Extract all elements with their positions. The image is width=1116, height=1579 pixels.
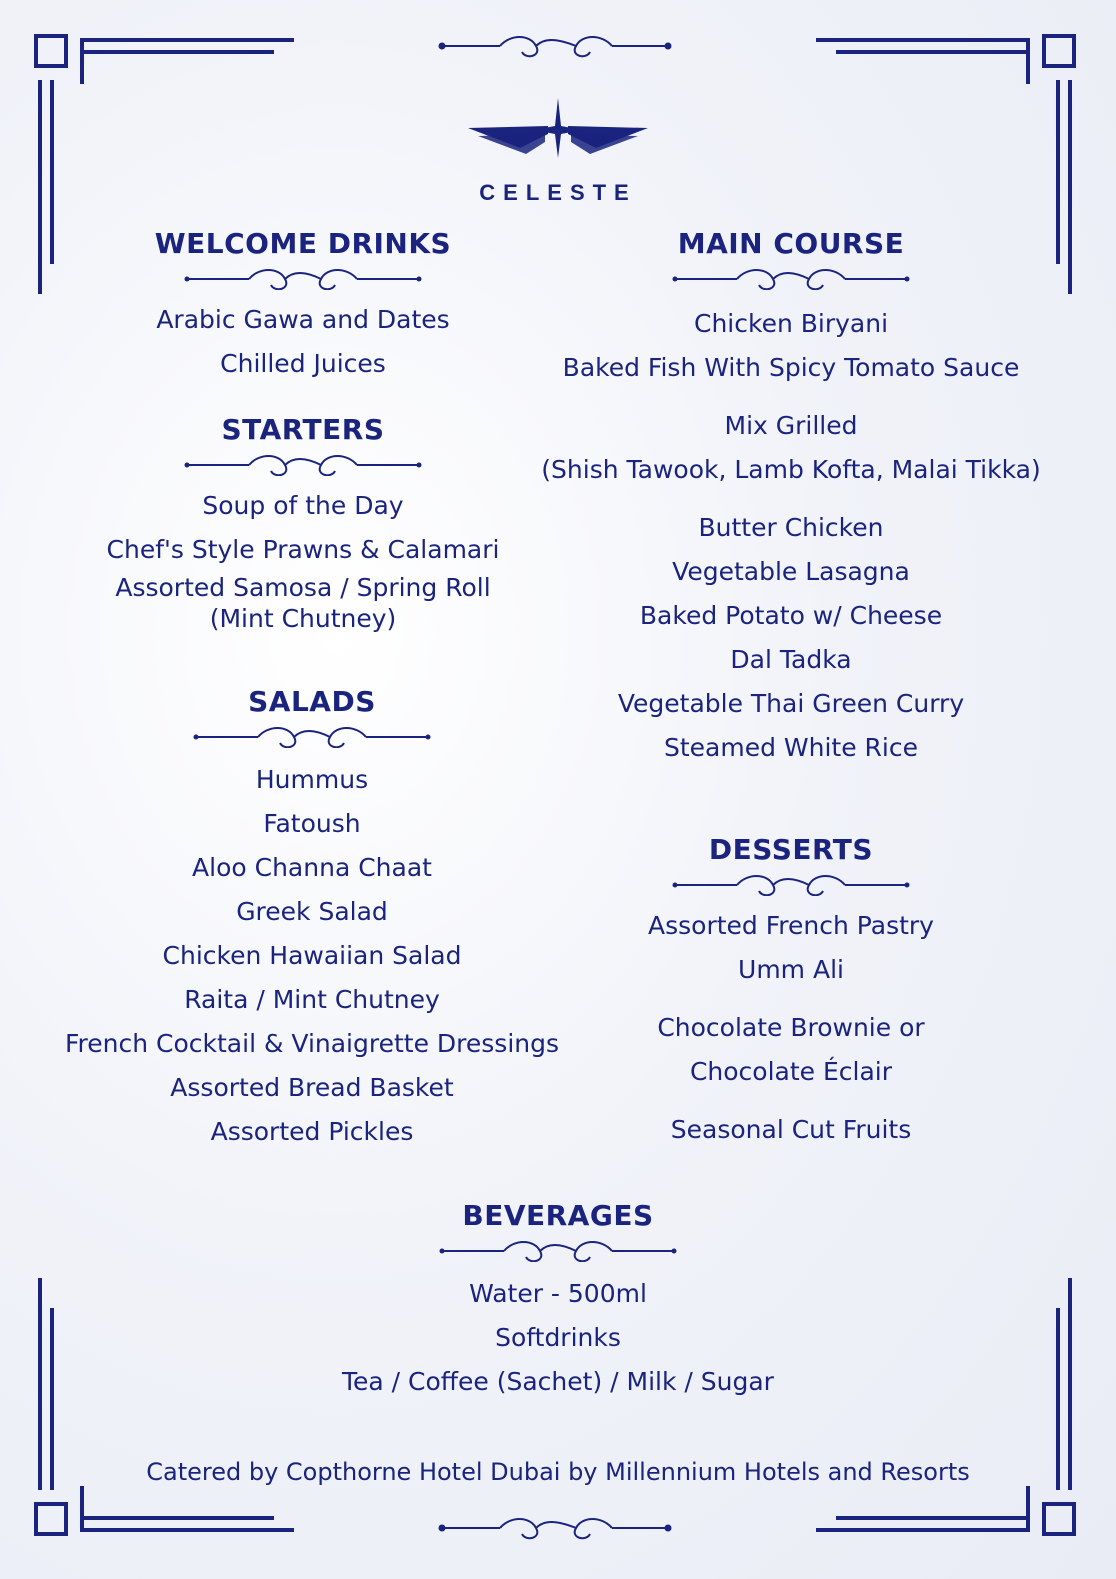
menu-item: Raita / Mint Chutney [184, 985, 440, 1014]
flourish-divider-icon [671, 268, 911, 290]
section-title: STARTERS [221, 413, 385, 446]
menu-item: Soup of the Day [202, 491, 404, 520]
section-title: BEVERAGES [462, 1199, 654, 1232]
celeste-logo-icon [468, 98, 648, 158]
section-starters [80, 412, 526, 634]
menu-item: Greek Salad [236, 897, 388, 926]
section-welcome-drinks [80, 226, 526, 386]
menu-list [258, 1272, 858, 1404]
menu-list [536, 904, 1046, 1152]
section-desserts [536, 832, 1046, 1152]
menu-item: Baked Fish With Spicy Tomato Sauce [562, 353, 1020, 382]
section-title: SALADS [248, 685, 376, 718]
menu-item: Chicken Hawaiian Salad [162, 941, 462, 970]
section-title: WELCOME DRINKS [154, 227, 452, 260]
menu-item: Arabic Gawa and Dates [156, 305, 450, 334]
menu-item: (Shish Tawook, Lamb Kofta, Malai Tikka) [541, 455, 1041, 484]
menu-item: Assorted Bread Basket [170, 1073, 454, 1102]
section-beverages [258, 1198, 858, 1404]
menu-item: Chocolate Éclair [689, 1057, 893, 1086]
menu-list [80, 298, 526, 386]
menu-item: Hummus [255, 765, 369, 794]
menu-item: Chef's Style Prawns & Calamari [106, 535, 500, 564]
flourish-divider-icon [671, 874, 911, 896]
menu-item: Fatoush [263, 809, 361, 838]
menu-item: Chicken Biryani [693, 309, 889, 338]
flourish-divider-icon [183, 454, 423, 476]
menu-item: Softdrinks [495, 1323, 621, 1352]
menu-item: Mix Grilled [724, 411, 858, 440]
menu-item: Dal Tadka [730, 645, 852, 674]
menu-item: Aloo Channa Chaat [192, 853, 432, 882]
menu-item: Baked Potato w/ Cheese [639, 601, 943, 630]
menu-item: Vegetable Lasagna [672, 557, 910, 586]
menu-list [80, 484, 526, 634]
menu-item: Steamed White Rice [663, 733, 918, 762]
section-main-course [536, 226, 1046, 770]
menu-item: Water - 500ml [469, 1279, 647, 1308]
menu-list [62, 758, 562, 1154]
menu-list [536, 302, 1046, 770]
footer-caterer: Catered by Copthorne Hotel Dubai by Millennium Hotels and Resorts [146, 1458, 970, 1486]
menu-item: Chocolate Brownie or [657, 1013, 925, 1042]
flourish-divider-icon [192, 726, 432, 748]
menu-item: Chilled Juices [220, 349, 386, 378]
menu-item: Assorted Samosa / Spring Roll [115, 573, 491, 602]
flourish-divider-icon [183, 268, 423, 290]
flourish-divider-icon [438, 1240, 678, 1262]
menu-item: Umm Ali [738, 955, 844, 984]
section-title: MAIN COURSE [677, 227, 905, 260]
menu-item: Assorted Pickles [210, 1117, 414, 1146]
menu-item: French Cocktail & Vinaigrette Dressings [64, 1029, 560, 1058]
section-salads [62, 684, 562, 1154]
menu-item: Tea / Coffee (Sachet) / Milk / Sugar [342, 1367, 774, 1396]
menu-item: Butter Chicken [698, 513, 884, 542]
brand-name: CELESTE [479, 180, 637, 205]
menu-item: (Mint Chutney) [209, 604, 397, 633]
menu-item: Vegetable Thai Green Curry [617, 689, 965, 718]
section-title: DESSERTS [708, 833, 874, 866]
menu-item: Assorted French Pastry [648, 911, 934, 940]
menu-item: Seasonal Cut Fruits [670, 1115, 912, 1144]
